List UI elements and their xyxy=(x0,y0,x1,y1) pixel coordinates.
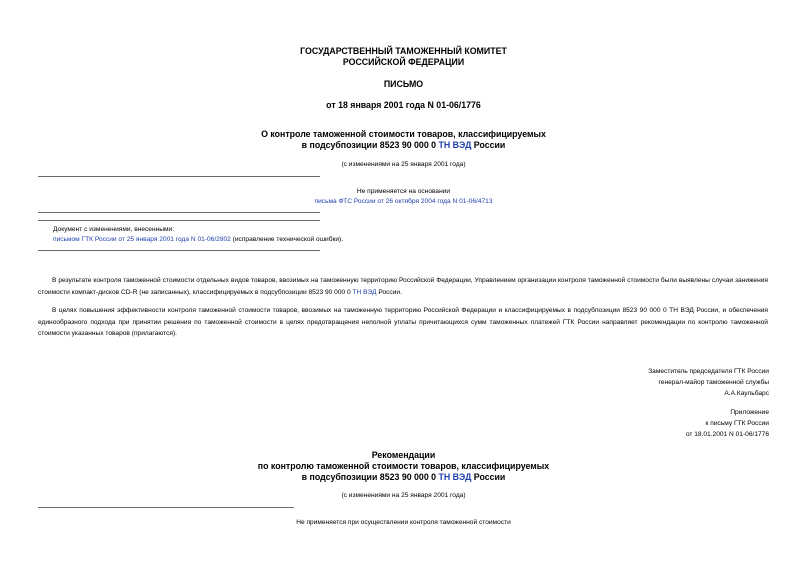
paragraph-2: В целях повышения эффективности контроля таможенной стоимости товаров, ввозимых на таможенную территорию Российской Федерации и классифицируемых в подсубпозиции 8523 90 000 0 ТН ВЭД России, и обеспечения единообразного подхода при принятии решения по таможенной стоимости в целях предотвращения неполной уплаты причитающихся сумм таможенных платежей ГТК России направляет рекомендации по контролю таможенной стоимости указанных товаров (прилагаются). xyxy=(38,307,768,338)
recommendations-line3-prefix: в подсубпозиции 8523 90 000 0 xyxy=(301,472,439,482)
signature-name: А.А.Каульбарс xyxy=(724,390,769,397)
divider xyxy=(38,176,320,177)
recommendations-tn-ved-link[interactable]: ТН ВЭД xyxy=(438,472,472,482)
doc-title-line2-suffix: России xyxy=(471,140,506,150)
org-name-line1: ГОСУДАРСТВЕННЫЙ ТАМОЖЕННЫЙ КОМИТЕТ xyxy=(300,46,507,56)
recommendations-title: Рекомендации xyxy=(371,450,436,460)
doc-title-line2 xyxy=(0,140,807,151)
divider xyxy=(38,220,320,221)
divider xyxy=(38,507,294,508)
not-applied-text: Не применяется на основании xyxy=(356,188,451,195)
not-applied-link[interactable]: письма ФТС России от 26 октября 2004 года N 01-06/4713 xyxy=(314,198,493,205)
doc-title-line1: О контроле таможенной стоимости товаров, классифицируемых xyxy=(261,129,546,139)
appendix-reference: к письму ГТК России xyxy=(705,420,769,427)
recommendations-not-applied: Не применяется при осуществлении контроля таможенной стоимости xyxy=(296,519,511,526)
org-name-line2: РОССИЙСКОЙ ФЕДЕРАЦИИ xyxy=(342,57,465,67)
recommendations-changes-note: (с изменениями на 25 января 2001 года) xyxy=(341,492,466,499)
paragraph-1-link[interactable]: ТН ВЭД xyxy=(352,288,377,296)
paragraph-1-suffix: России. xyxy=(376,288,402,296)
doc-type: ПИСЬМО xyxy=(383,79,424,89)
appendix-date: от 18.01.2001 N 01-06/1776 xyxy=(685,431,769,438)
doc-date-number: от 18 января 2001 года N 01-06/1776 xyxy=(326,100,481,110)
tn-ved-link[interactable]: ТН ВЭД xyxy=(438,140,472,150)
paragraph-1-text: В результате контроля таможенной стоимости отдельных видов товаров, ввозимых на таможенную территорию Российской Федерации, Управлением организации контроля таможенной стоимости были выявлены случаи занижения стоимости компакт-дисков CD-R (не записанных), классифицируемых в подсубпозиции 8523 90 000 0 xyxy=(38,277,768,296)
divider xyxy=(38,212,320,213)
amendments-suffix: (исправление технической ошибки). xyxy=(230,236,344,243)
appendix-label: Приложение xyxy=(730,409,769,416)
amendments-line xyxy=(53,235,343,245)
changes-note: (с изменениями на 25 января 2001 года) xyxy=(341,161,466,168)
paragraph-1 xyxy=(38,275,768,298)
signature-position: Заместитель председателя ГТК России xyxy=(648,368,769,375)
recommendations-line3 xyxy=(0,472,807,483)
recommendations-line3-suffix: России xyxy=(471,472,506,482)
doc-title-line2-prefix: в подсубпозиции 8523 90 000 0 xyxy=(301,140,439,150)
signature-rank: генерал-майор таможенной службы xyxy=(658,379,769,386)
recommendations-line2: по контролю таможенной стоимости товаров, классифицируемых xyxy=(257,461,550,471)
divider xyxy=(38,250,320,251)
amendments-link[interactable]: письмом ГТК России от 25 января 2001 года N 01-06/2802 xyxy=(53,236,231,243)
amendments-label: Документ с изменениями, внесенными: xyxy=(53,226,175,233)
